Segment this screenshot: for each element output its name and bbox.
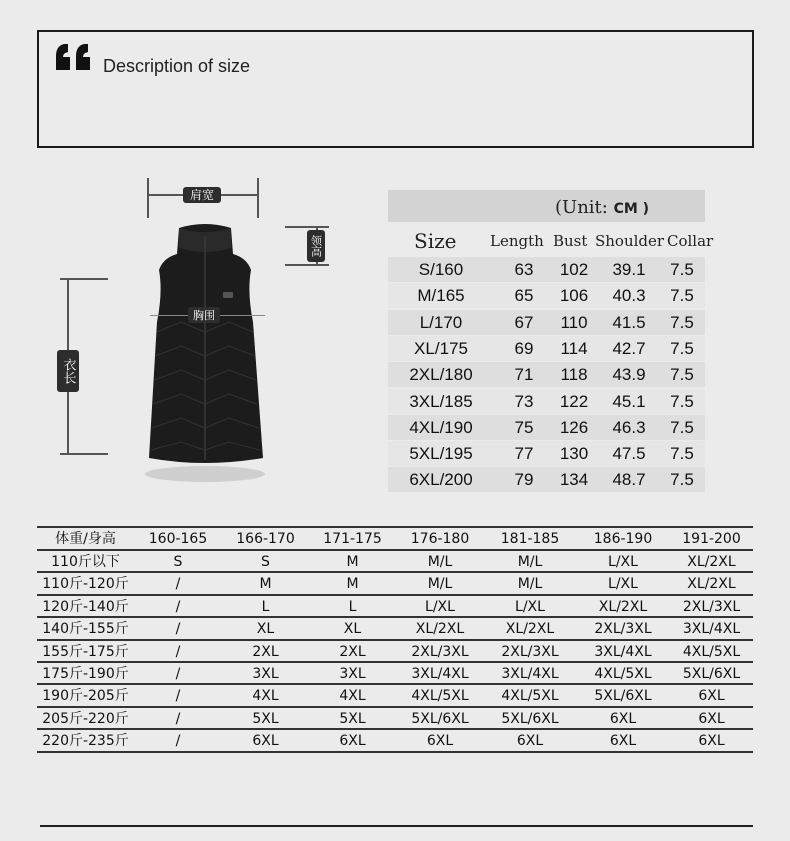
weight-cell-value: M/L [517,554,543,570]
weight-cell-value: 6XL [516,733,544,750]
size-cell-size: L/170 [419,312,463,332]
table-divider [37,751,753,753]
weight-header-row [37,528,753,550]
size-cell-value: 75 [514,417,534,437]
weight-cell-label: 190斤-205斤 [42,688,129,705]
length-label-text: 衣长 [60,358,76,384]
weight-cell-label: 140斤-155斤 [42,621,129,638]
size-cell-value: 63 [514,260,534,279]
size-cell-value: 118 [560,365,588,385]
chest-label: 胸围 [188,307,220,323]
size-cell-value: 7.5 [670,312,694,332]
weight-cell-value: / [175,666,181,682]
size-header-collar: Collar [667,232,714,250]
weight-row [37,573,753,595]
size-cell-value: 45.1 [612,391,646,411]
size-cell-value: 43.9 [612,365,646,385]
size-cell-value: 71 [514,365,534,385]
weight-cell-label: 120斤-140斤 [42,598,129,615]
size-cell-value: 126 [559,417,589,437]
weight-cell-value: L/XL [608,576,638,593]
weight-cell-value: S [261,554,270,570]
size-header-shoulder: Shoulder [595,232,665,250]
weight-cell-value: 2XL [339,643,366,660]
size-cell-value: 102 [559,260,589,279]
size-cell-value: 7.5 [670,444,694,464]
size-cell-value: 67 [514,312,534,332]
size-cell-value: 114 [560,338,588,358]
weight-cell-value: L/XL [515,598,545,615]
weight-cell-value: 4XL [339,688,366,705]
weight-cell-value: 6XL [609,710,637,727]
weight-cell-value: 181-185 [500,531,560,547]
weight-cell-value: S [173,554,183,570]
weight-cell-value: XL/2XL [687,554,736,570]
weight-cell-value: XL/2XL [687,576,736,593]
weight-cell-value: 3XL [252,666,279,682]
size-cell-value: 7.5 [670,260,694,279]
weight-cell-value: 2XL/3XL [682,598,741,615]
weight-cell-value: 2XL [252,643,279,660]
weight-cell-value: / [175,710,181,727]
size-cell-value: 7.5 [670,286,694,306]
shoulder-label: 肩宽 [183,187,221,203]
size-header-size: Size [414,229,457,253]
weight-cell-value: M/L [517,576,543,593]
size-cell-value: 47.5 [612,444,646,464]
size-cell-value: 73 [514,391,534,411]
weight-row [37,708,753,730]
weight-cell-value: / [175,643,181,660]
size-cell-value: 7.5 [670,365,694,385]
size-cell-size: S/160 [418,260,464,279]
weight-cell-value: 4XL/5XL [682,643,741,660]
weight-cell-value: M [346,554,359,570]
collar-label-text: 领高 [309,235,323,257]
quote-icon [54,42,94,72]
weight-cell-value: / [175,598,181,615]
weight-cell-label: 110斤-120斤 [42,576,129,593]
size-cell-size: 6XL/200 [409,470,473,490]
weight-cell-value: 3XL/4XL [682,621,741,638]
weight-cell-value: 3XL/4XL [501,666,559,682]
weight-cell-value: / [175,621,181,638]
size-header-length: Length [490,232,544,250]
size-cell-value: 106 [559,286,589,306]
size-cell-value: 41.5 [612,312,646,332]
weight-row [37,596,753,618]
size-cell-value: 40.3 [612,286,646,306]
weight-row [37,618,753,640]
size-header-bust: Bust [553,232,588,250]
weight-cell-value: 5XL/6XL [682,666,741,682]
size-cell-size: 4XL/190 [409,417,473,437]
weight-cell-value: 191-200 [682,531,741,547]
size-cell-size: 5XL/195 [409,444,473,464]
size-cell-value: 39.1 [612,260,646,279]
weight-cell-value: 5XL [339,710,366,727]
weight-cell-value: L [348,598,357,615]
size-cell-size: 2XL/180 [409,365,473,385]
weight-cell-value: 6XL [426,733,454,750]
weight-cell-value: 176-180 [410,531,470,547]
weight-cell-value: / [175,576,181,593]
weight-cell-label: 155斤-175斤 [42,643,129,660]
weight-row [37,663,753,685]
weight-row [37,685,753,707]
weight-cell-label: 体重/身高 [55,531,116,547]
weight-cell-label: 220斤-235斤 [42,733,129,750]
weight-cell-value: 2XL/3XL [411,643,469,660]
weight-row [37,551,753,573]
weight-cell-value: 2XL/3XL [501,643,559,660]
size-cell-value: 7.5 [670,470,694,490]
weight-cell-value: 6XL [252,733,279,750]
length-label [57,350,79,392]
size-cell-size: 3XL/185 [409,391,473,411]
size-cell-value: 7.5 [670,417,694,437]
weight-cell-value: 5XL/6XL [501,710,559,727]
weight-cell-value: 3XL/4XL [594,643,652,660]
weight-cell-value: 160-165 [148,531,208,547]
weight-cell-value: 6XL [698,733,725,750]
header-box [37,30,754,148]
weight-cell-value: M [259,576,272,593]
weight-cell-value: / [175,688,181,705]
weight-cell-label: 175斤-190斤 [42,666,129,682]
weight-cell-value: XL/2XL [505,621,555,638]
weight-cell-value: M [346,576,359,593]
weight-cell-value: L [261,598,270,615]
size-cell-value: 46.3 [612,417,646,437]
collar-label [307,230,325,262]
size-cell-value: 7.5 [670,391,694,411]
weight-cell-value: 166-170 [236,531,295,547]
size-cell-value: 122 [559,391,589,411]
size-cell-value: 7.5 [670,338,694,358]
size-cell-value: 65 [514,286,534,306]
weight-cell-label: 110斤以下 [51,554,120,570]
vest-image [135,222,275,492]
unit-bar [388,190,705,222]
size-cell-value: 48.7 [612,470,646,490]
size-cell-value: 42.7 [612,338,646,358]
unit-value: CM ) [613,201,650,217]
weight-cell-value: M/L [427,576,453,593]
weight-cell-value: 6XL [698,710,725,727]
weight-cell-value: XL [343,621,362,638]
size-cell-value: 69 [514,338,534,358]
weight-cell-value: 5XL [252,710,279,727]
weight-cell-value: 4XL [252,688,279,705]
weight-cell-value: XL/2XL [598,598,648,615]
weight-cell-value: 4XL/5XL [501,688,559,705]
weight-cell-value: L/XL [425,598,455,615]
size-cell-value: 134 [559,470,589,490]
weight-cell-value: 6XL [609,733,637,750]
weight-cell-value: L/XL [608,554,638,570]
weight-cell-value: 2XL/3XL [594,621,652,638]
weight-cell-value: 6XL [698,688,725,705]
weight-cell-value: 5XL/6XL [594,688,652,705]
unit-prefix: (Unit: [555,197,608,218]
weight-cell-value: 171-175 [323,531,382,547]
bottom-divider [40,825,753,827]
weight-cell-value: 3XL [339,666,366,682]
weight-cell-value: XL/2XL [415,621,465,638]
weight-cell-value: 4XL/5XL [594,666,652,682]
size-cell-value: 77 [514,444,534,464]
weight-cell-value: 4XL/5XL [411,688,469,705]
weight-cell-value: / [175,733,181,750]
size-cell-value: 110 [560,312,588,332]
weight-cell-value: XL [256,621,275,638]
weight-cell-value: 5XL/6XL [411,710,469,727]
weight-cell-value: 3XL/4XL [411,666,469,682]
unit-label [555,197,649,218]
weight-cell-label: 205斤-220斤 [42,710,129,727]
size-cell-value: 130 [559,444,589,464]
size-cell-size: M/165 [417,286,465,306]
size-cell-value: 79 [514,470,534,490]
weight-cell-value: M/L [427,554,453,570]
weight-row [37,641,753,663]
page-title: Description of size [103,56,251,76]
weight-cell-value: 186-190 [593,531,653,547]
weight-cell-value: 6XL [339,733,366,750]
weight-row [37,730,753,752]
size-cell-size: XL/175 [414,338,468,358]
